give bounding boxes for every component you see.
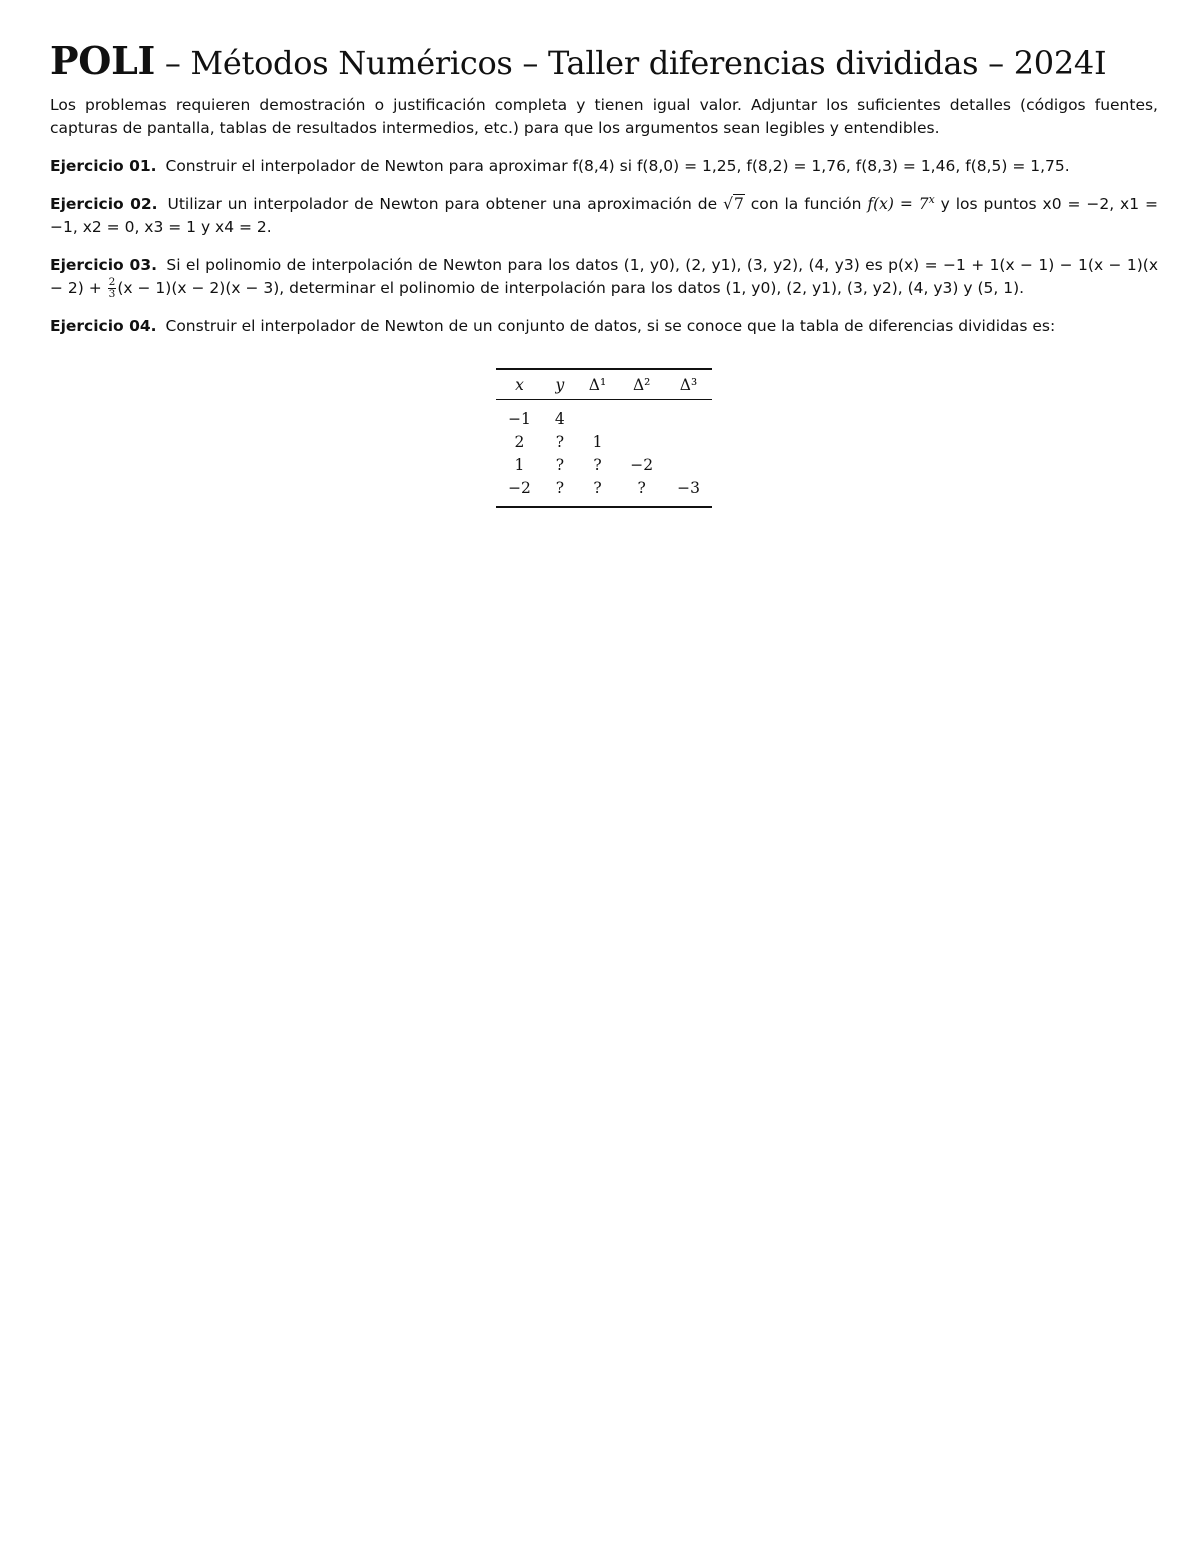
table-cell: 2 — [514, 433, 525, 452]
table-cell: ? — [593, 479, 602, 498]
exercise-04-label: Ejercicio 04. — [50, 316, 157, 335]
table-header-row — [496, 369, 712, 400]
exercise-04 — [50, 315, 1158, 338]
table-cell: ? — [593, 456, 602, 475]
intro-paragraph: Los problemas requieren demostración o justificación completa y tienen igual valor. Adjuntar los suficientes detalles (códigos fuentes, capturas de pantalla, tablas de resultados intermedios, etc.) para que los argumentos sean legibles y entendibles. — [50, 95, 1158, 137]
title-brand: POLI — [50, 38, 155, 83]
table-cell: ? — [637, 479, 646, 498]
table-cell: −2 — [508, 479, 531, 498]
exercise-03-text-2: (x − 1)(x − 2)(x − 3), determinar el polinomio de interpolación para los datos (1, y0), (2, y1), (3, y2), (4, y3) y (5, 1). — [117, 278, 1025, 297]
header-delta-2: Δ² — [618, 369, 665, 400]
table-cell: −1 — [508, 410, 531, 429]
exercise-01 — [50, 155, 1158, 178]
table-cell: 4 — [554, 410, 565, 429]
sqrt-radicand: 7 — [733, 194, 744, 213]
exercise-04-text: Construir el interpolador de Newton de un conjunto de datos, si se conoce que la tabla de diferencias divididas es: — [165, 316, 1056, 335]
table-cell: ? — [555, 456, 565, 475]
table-cell — [618, 431, 665, 454]
exercise-03-text-1: Si el polinomio de interpolación de Newton para los datos (1, y0), (2, y1), (3, y2), (4, y3) es p(x) = −1 + 1(x − 1) − 1(x − 1)(x − 2) + — [50, 255, 1158, 297]
table-cell — [618, 399, 665, 431]
table-cell: −3 — [677, 479, 700, 498]
document-page — [50, 38, 1158, 508]
sqrt-expression: √7 — [723, 194, 744, 213]
fraction-numerator: 2 — [108, 276, 116, 289]
table-cell — [665, 454, 712, 477]
function-exponent: x — [928, 192, 935, 206]
page-title — [50, 38, 1158, 84]
fraction-denominator: 3 — [108, 287, 116, 300]
divided-differences-table-wrap — [50, 368, 1158, 508]
table-cell — [665, 431, 712, 454]
table-cell: −2 — [630, 456, 654, 475]
exercise-02-text-1: Utilizar un interpolador de Newton para obtener una aproximación de — [167, 194, 724, 213]
header-delta-1: Δ¹ — [577, 369, 618, 400]
table-row — [496, 399, 712, 431]
table-cell: ? — [555, 479, 565, 498]
fraction — [108, 277, 117, 299]
table-cell — [577, 399, 618, 431]
function-base: f(x) = 7 — [867, 194, 929, 213]
exercise-02-text-3: y los puntos — [934, 194, 1043, 213]
exercise-02-label: Ejercicio 02. — [50, 194, 158, 213]
table-cell: 1 — [592, 433, 603, 452]
exercise-02 — [50, 193, 1158, 239]
exercise-02-points: x0 = −2, x1 = −1, x2 = 0, x3 = 1 y x4 = 2. — [50, 194, 1158, 236]
exercise-01-text: Construir el interpolador de Newton para aproximar f(8,4) si f(8,0) = 1,25, f(8,2) = 1,76, f(8,3) = 1,46, f(8,5) = 1,75. — [165, 156, 1070, 175]
table-row — [496, 477, 712, 507]
header-y: y — [543, 369, 577, 400]
exercise-03 — [50, 254, 1158, 300]
table-row — [496, 431, 712, 454]
header-delta-3: Δ³ — [665, 369, 712, 400]
exercise-02-text-2: con la función — [744, 194, 868, 213]
table-cell: ? — [555, 433, 565, 452]
divided-differences-table — [496, 368, 712, 508]
title-text: – Métodos Numéricos – Taller diferencias divididas – 2024I — [154, 44, 1107, 82]
table-cell — [665, 399, 712, 431]
function-definition — [867, 192, 935, 213]
exercise-03-label: Ejercicio 03. — [50, 255, 158, 274]
table-row — [496, 454, 712, 477]
table-cell: 1 — [514, 456, 525, 475]
exercise-01-label: Ejercicio 01. — [50, 156, 157, 175]
header-x: x — [496, 369, 543, 400]
